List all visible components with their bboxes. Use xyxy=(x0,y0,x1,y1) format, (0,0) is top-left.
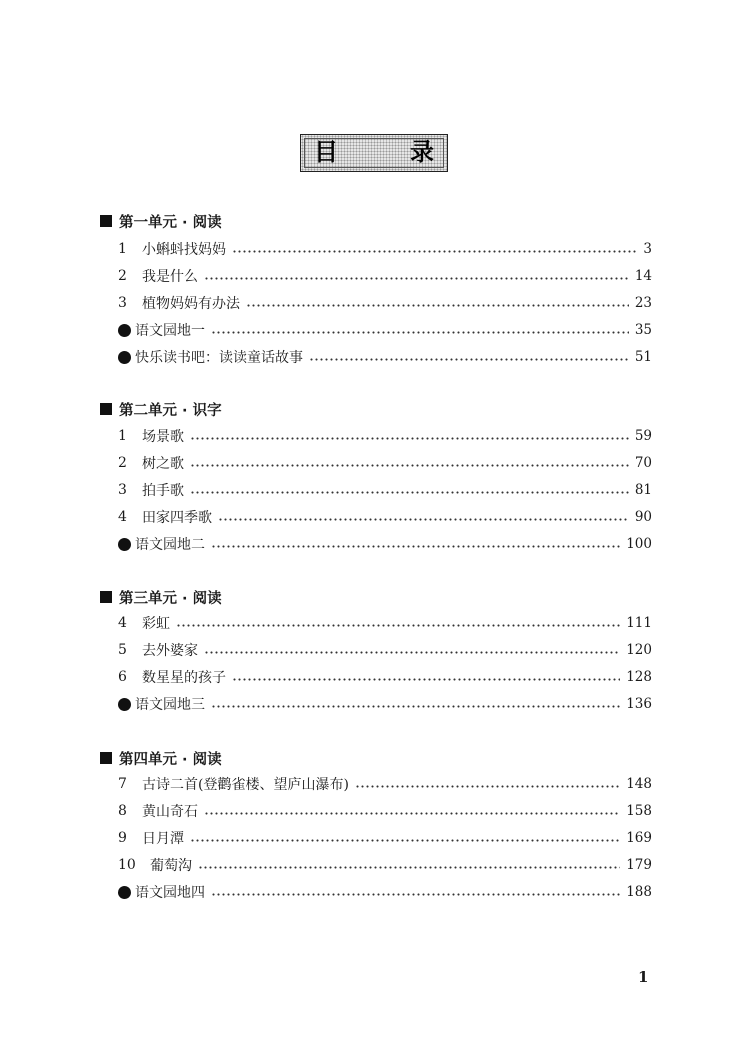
square-bullet-icon xyxy=(100,752,112,764)
square-bullet-icon xyxy=(100,591,112,603)
dot-leader xyxy=(211,331,629,334)
entry-title: 田家四季歌 xyxy=(142,510,212,526)
toc-entry[interactable] xyxy=(118,667,652,687)
entry-title: 日月潭 xyxy=(142,831,184,847)
entry-title: 小蝌蚪找妈妈 xyxy=(142,242,226,258)
dot-leader xyxy=(232,678,620,681)
entry-title: 树之歌 xyxy=(142,456,184,472)
toc-entry[interactable] xyxy=(118,882,652,902)
dot-leader xyxy=(232,250,637,253)
entry-title: 拍手歌 xyxy=(142,483,184,499)
circle-bullet-icon xyxy=(118,324,131,337)
entry-page: 120 xyxy=(626,642,652,658)
toc-entry[interactable] xyxy=(118,426,652,446)
toc-entry[interactable] xyxy=(118,801,652,821)
entry-page: 100 xyxy=(626,536,652,552)
toc-title-box xyxy=(300,134,448,172)
entry-title: 黄山奇石 xyxy=(142,804,198,820)
entry-page: 59 xyxy=(634,428,652,444)
circle-bullet-icon xyxy=(118,538,131,551)
entry-page: 169 xyxy=(626,830,652,846)
toc-entry[interactable] xyxy=(118,507,652,527)
entry-page: 51 xyxy=(634,349,652,365)
entry-title: 语文园地三 xyxy=(135,697,205,713)
unit-heading xyxy=(100,211,222,231)
entry-number: 3 xyxy=(118,482,127,498)
entry-page: 188 xyxy=(626,884,652,900)
toc-title-char-1: 目 xyxy=(314,138,338,166)
entry-page: 14 xyxy=(634,268,652,284)
entry-title: 语文园地二 xyxy=(135,537,205,553)
dot-leader xyxy=(211,893,620,896)
dot-leader xyxy=(198,866,620,869)
unit-heading xyxy=(100,587,222,607)
entry-page: 81 xyxy=(634,482,652,498)
toc-title-char-2: 录 xyxy=(410,138,434,166)
entry-title: 快乐读书吧：读读童话故事 xyxy=(135,350,303,366)
unit-heading xyxy=(100,399,222,419)
dot-leader xyxy=(211,545,620,548)
entry-page: 35 xyxy=(634,322,652,338)
dot-leader xyxy=(211,705,620,708)
entry-number: 1 xyxy=(118,428,127,444)
square-bullet-icon xyxy=(100,215,112,227)
toc-entry[interactable] xyxy=(118,774,652,794)
square-bullet-icon xyxy=(100,403,112,415)
entry-page: 128 xyxy=(626,669,652,685)
entry-page: 23 xyxy=(634,295,652,311)
entry-title: 植物妈妈有办法 xyxy=(142,296,240,312)
entry-page: 179 xyxy=(626,857,652,873)
dot-leader xyxy=(190,437,629,440)
dot-leader xyxy=(190,839,620,842)
unit-heading-label: 第二单元 · 识字 xyxy=(119,402,222,419)
toc-entry[interactable] xyxy=(118,828,652,848)
toc-entry[interactable] xyxy=(118,239,652,259)
toc-entry[interactable] xyxy=(118,855,652,875)
entry-number: 4 xyxy=(118,615,127,631)
entry-page: 90 xyxy=(634,509,652,525)
entry-page: 70 xyxy=(634,455,652,471)
toc-entry[interactable] xyxy=(118,694,652,714)
circle-bullet-icon xyxy=(118,886,131,899)
entry-page: 136 xyxy=(626,696,652,712)
entry-title: 语文园地四 xyxy=(135,885,205,901)
entry-page: 158 xyxy=(626,803,652,819)
entry-page: 148 xyxy=(626,776,652,792)
entry-number: 7 xyxy=(118,776,127,792)
dot-leader xyxy=(204,812,620,815)
entry-number: 6 xyxy=(118,669,127,685)
entry-title: 去外婆家 xyxy=(142,643,198,659)
page-number: 1 xyxy=(638,968,649,986)
entry-number: 3 xyxy=(118,295,127,311)
entry-title: 古诗二首(登鹳雀楼、望庐山瀑布) xyxy=(142,777,349,793)
entry-title: 彩虹 xyxy=(142,616,170,632)
dot-leader xyxy=(218,518,629,521)
entry-number: 5 xyxy=(118,642,127,658)
dot-leader xyxy=(246,304,629,307)
dot-leader xyxy=(176,624,620,627)
entry-title: 葡萄沟 xyxy=(150,858,192,874)
circle-bullet-icon xyxy=(118,698,131,711)
dot-leader xyxy=(190,491,629,494)
circle-bullet-icon xyxy=(118,351,131,364)
toc-entry[interactable] xyxy=(118,347,652,367)
dot-leader xyxy=(204,277,629,280)
entry-title: 数星星的孩子 xyxy=(142,670,226,686)
unit-heading-label: 第一单元 · 阅读 xyxy=(119,214,222,231)
entry-number: 4 xyxy=(118,509,127,525)
toc-entry[interactable] xyxy=(118,613,652,633)
unit-heading xyxy=(100,748,222,768)
unit-heading-label: 第四单元 · 阅读 xyxy=(119,751,222,768)
entry-title: 我是什么 xyxy=(142,269,198,285)
toc-entry[interactable] xyxy=(118,453,652,473)
toc-entry[interactable] xyxy=(118,480,652,500)
entry-number: 9 xyxy=(118,830,127,846)
dot-leader xyxy=(309,358,629,361)
dot-leader xyxy=(355,785,620,788)
toc-entry[interactable] xyxy=(118,266,652,286)
entry-page: 111 xyxy=(626,615,652,631)
entry-number: 2 xyxy=(118,455,127,471)
toc-entry[interactable] xyxy=(118,640,652,660)
entry-number: 1 xyxy=(118,241,127,257)
entry-title: 语文园地一 xyxy=(135,323,205,339)
unit-heading-label: 第三单元 · 阅读 xyxy=(119,590,222,607)
entry-title: 场景歌 xyxy=(142,429,184,445)
entry-number: 2 xyxy=(118,268,127,284)
entry-page: 3 xyxy=(643,241,652,257)
dot-leader xyxy=(204,651,620,654)
entry-number: 10 xyxy=(118,857,136,873)
toc-entry[interactable] xyxy=(118,320,652,340)
toc-entry[interactable] xyxy=(118,534,652,554)
toc-entry[interactable] xyxy=(118,293,652,313)
entry-number: 8 xyxy=(118,803,127,819)
dot-leader xyxy=(190,464,629,467)
